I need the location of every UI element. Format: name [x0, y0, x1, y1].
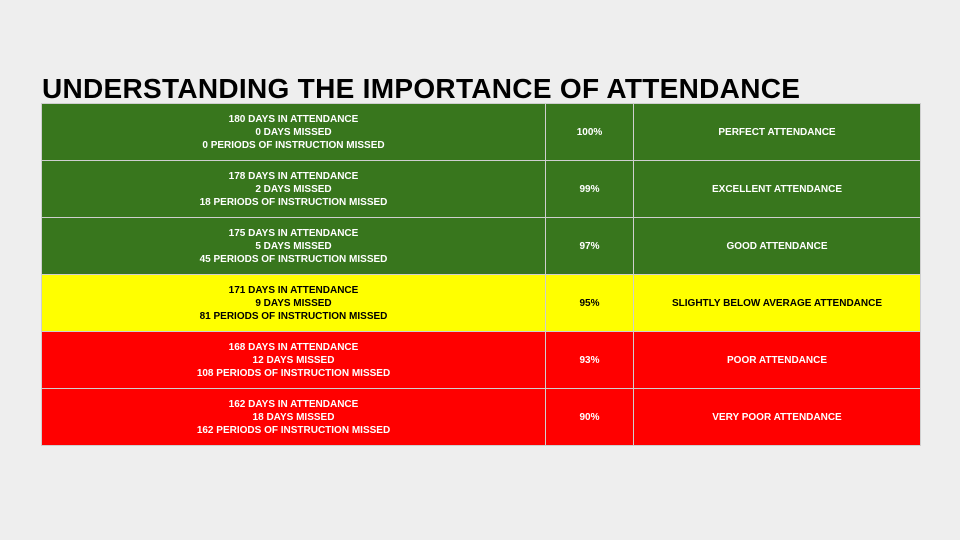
- attendance-table: [41, 103, 921, 446]
- description-cell: POOR ATTENDANCE: [634, 332, 921, 389]
- table-row: [42, 161, 921, 218]
- days-cell: [42, 161, 546, 218]
- percent-cell: 97%: [546, 218, 634, 275]
- days-in-attendance: 178 DAYS IN ATTENDANCE: [228, 170, 359, 182]
- days-missed: 0 DAYS MISSED: [255, 126, 332, 138]
- days-in-attendance: 162 DAYS IN ATTENDANCE: [228, 398, 359, 410]
- days-missed: 5 DAYS MISSED: [255, 240, 332, 252]
- days-missed: 12 DAYS MISSED: [252, 354, 335, 366]
- days-cell: [42, 218, 546, 275]
- periods-missed: 108 PERIODS OF INSTRUCTION MISSED: [196, 367, 391, 379]
- days-in-attendance: 175 DAYS IN ATTENDANCE: [228, 227, 359, 239]
- table-row: [42, 104, 921, 161]
- description-cell: GOOD ATTENDANCE: [634, 218, 921, 275]
- table-row: [42, 389, 921, 446]
- days-missed: 2 DAYS MISSED: [255, 183, 332, 195]
- page-title: UNDERSTANDING THE IMPORTANCE OF ATTENDANCE: [42, 73, 801, 104]
- days-missed: 18 DAYS MISSED: [252, 411, 335, 423]
- days-in-attendance: 180 DAYS IN ATTENDANCE: [228, 113, 359, 125]
- table-row: [42, 218, 921, 275]
- table-row: [42, 332, 921, 389]
- percent-cell: 93%: [546, 332, 634, 389]
- description-cell: SLIGHTLY BELOW AVERAGE ATTENDANCE: [634, 275, 921, 332]
- days-cell: [42, 104, 546, 161]
- periods-missed: 81 PERIODS OF INSTRUCTION MISSED: [199, 310, 388, 322]
- percent-cell: 90%: [546, 389, 634, 446]
- table-row: [42, 275, 921, 332]
- percent-cell: 100%: [546, 104, 634, 161]
- days-missed: 9 DAYS MISSED: [255, 297, 332, 309]
- percent-cell: 99%: [546, 161, 634, 218]
- periods-missed: 45 PERIODS OF INSTRUCTION MISSED: [199, 253, 388, 265]
- periods-missed: 0 PERIODS OF INSTRUCTION MISSED: [202, 139, 385, 151]
- description-cell: VERY POOR ATTENDANCE: [634, 389, 921, 446]
- days-cell: [42, 275, 546, 332]
- days-cell: [42, 332, 546, 389]
- description-cell: EXCELLENT ATTENDANCE: [634, 161, 921, 218]
- periods-missed: 162 PERIODS OF INSTRUCTION MISSED: [196, 424, 391, 436]
- percent-cell: 95%: [546, 275, 634, 332]
- days-in-attendance: 168 DAYS IN ATTENDANCE: [228, 341, 359, 353]
- days-cell: [42, 389, 546, 446]
- periods-missed: 18 PERIODS OF INSTRUCTION MISSED: [199, 196, 388, 208]
- days-in-attendance: 171 DAYS IN ATTENDANCE: [228, 284, 359, 296]
- description-cell: PERFECT ATTENDANCE: [634, 104, 921, 161]
